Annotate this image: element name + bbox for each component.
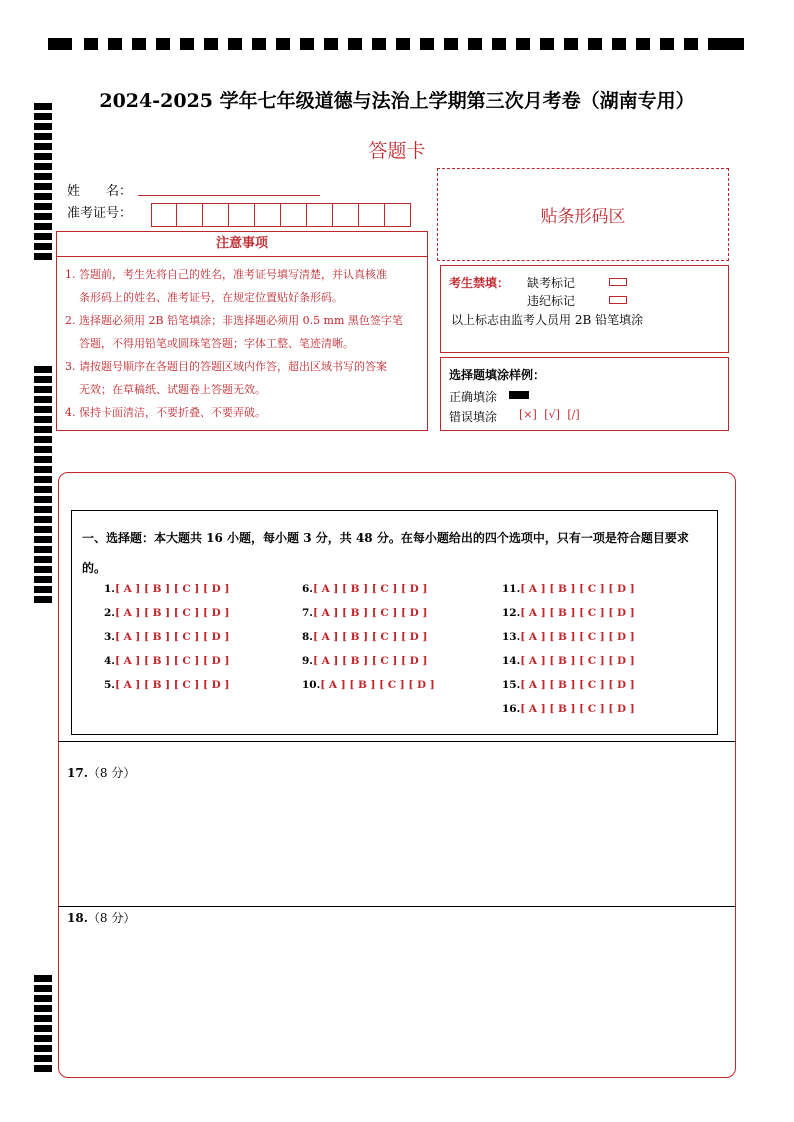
timing-mark [34, 516, 52, 523]
choice-question-1[interactable] [104, 583, 229, 595]
notice-heading: 注意事项 [57, 232, 427, 257]
name-field[interactable] [138, 195, 320, 196]
timing-mark [564, 38, 578, 50]
exam-id-digit-box[interactable] [333, 203, 359, 227]
notice-item: 1. 答题前，考生先将自己的姓名，准考证号填写清楚，并认真核准 [65, 268, 387, 281]
question-number: 14. [502, 655, 521, 667]
timing-mark [492, 38, 506, 50]
timing-mark [684, 38, 698, 50]
timing-mark [34, 985, 52, 992]
question-18-answer-area[interactable] [60, 930, 734, 1070]
timing-mark [34, 1065, 52, 1072]
fill-sample-box [440, 357, 729, 431]
timing-mark [132, 38, 146, 50]
page-title: 2024-2025 学年七年级道德与法治上学期第三次月考卷（湖南专用） [99, 90, 695, 112]
timing-mark [612, 38, 626, 50]
notice-item: 2. 选择题必须用 2B 铅笔填涂；非选择题必须用 0.5 mm 黑色签字笔 [65, 314, 403, 327]
question-number: 3. [104, 631, 115, 643]
timing-mark [34, 163, 52, 170]
choice-question-2[interactable] [104, 607, 229, 619]
timing-mark [540, 38, 554, 50]
top-timing-marks [48, 38, 746, 52]
absent-mark-box[interactable] [609, 278, 627, 286]
forbid-box [440, 265, 729, 353]
timing-mark [34, 556, 52, 563]
timing-mark [108, 38, 122, 50]
exam-id-digit-box[interactable] [307, 203, 333, 227]
forbid-note: 以上标志由监考人员用 2B 铅笔填涂 [451, 313, 644, 327]
timing-mark [180, 38, 194, 50]
timing-mark [34, 406, 52, 413]
timing-mark [588, 38, 602, 50]
answer-options[interactable]: [ A ] [ B ] [ C ] [ D ] [520, 703, 635, 715]
timing-mark [228, 38, 242, 50]
question-17-answer-area[interactable] [60, 784, 734, 904]
timing-mark [34, 173, 52, 180]
question-number: 9. [302, 655, 313, 667]
timing-mark [34, 1005, 52, 1012]
answer-options[interactable]: [ A ] [ B ] [ C ] [ D ] [520, 607, 635, 619]
choice-question-13[interactable] [502, 631, 635, 643]
timing-mark [34, 113, 52, 120]
notice-box [56, 231, 428, 431]
timing-mark [34, 1055, 52, 1062]
timing-mark [84, 38, 98, 50]
choice-question-8[interactable] [302, 631, 427, 643]
question-18-label: 18.（8 分） [67, 911, 136, 925]
question-number: 4. [104, 655, 115, 667]
timing-mark [34, 476, 52, 483]
timing-mark [34, 203, 52, 210]
exam-id-digit-box[interactable] [359, 203, 385, 227]
timing-mark [48, 38, 72, 50]
timing-mark [348, 38, 362, 50]
choice-question-12[interactable] [502, 607, 635, 619]
answer-options[interactable]: [ A ] [ B ] [ C ] [ D ] [520, 583, 635, 595]
timing-mark [34, 456, 52, 463]
question-number: 13. [502, 631, 521, 643]
choice-question-7[interactable] [302, 607, 427, 619]
timing-mark [34, 253, 52, 260]
divider [58, 906, 736, 907]
barcode-label: 贴条形码区 [540, 207, 626, 227]
timing-mark [324, 38, 338, 50]
timing-mark [34, 426, 52, 433]
notice-item: 3. 请按题号顺序在各题目的答题区域内作答，超出区域书写的答案 [65, 360, 387, 373]
timing-mark [34, 386, 52, 393]
question-number: 11. [502, 583, 521, 595]
timing-mark [34, 366, 52, 373]
answer-options[interactable]: [ A ] [ B ] [ C ] [ D ] [520, 679, 635, 691]
timing-mark [34, 446, 52, 453]
wrong-fill-label: 错误填涂 [449, 410, 498, 424]
divider [58, 741, 736, 742]
answer-options[interactable]: [ A ] [ B ] [ C ] [ D ] [312, 655, 428, 667]
forbid-label: 考生禁填： [449, 276, 510, 290]
timing-mark [34, 1025, 52, 1032]
question-number: 2. [104, 607, 115, 619]
question-number: 7. [302, 607, 313, 619]
timing-mark [34, 995, 52, 1002]
correct-fill-example [509, 391, 529, 399]
timing-mark [516, 38, 530, 50]
choice-question-16[interactable] [502, 703, 635, 715]
exam-id-digit-box[interactable] [385, 203, 411, 227]
answer-options[interactable]: [ A ] [ B ] [ C ] [ D ] [320, 679, 435, 691]
timing-mark [720, 38, 744, 50]
timing-mark [34, 506, 52, 513]
timing-mark [34, 1035, 52, 1042]
timing-mark [34, 576, 52, 583]
exam-id-digit-box[interactable] [255, 203, 281, 227]
barcode-area [437, 168, 729, 261]
choice-question-14[interactable] [502, 655, 635, 667]
choice-question-10[interactable] [302, 679, 435, 691]
violation-mark-label: 违纪标记 [527, 294, 576, 308]
timing-mark [156, 38, 170, 50]
timing-mark [252, 38, 266, 50]
answer-options[interactable]: [ A ] [ B ] [ C ] [ D ] [312, 607, 428, 619]
answer-options[interactable]: [ A ] [ B ] [ C ] [ D ] [114, 583, 230, 595]
exam-id-digit-box[interactable] [203, 203, 229, 227]
correct-fill-label: 正确填涂 [449, 390, 498, 404]
exam-id-digit-box[interactable] [229, 203, 255, 227]
choice-question-15[interactable] [502, 679, 635, 691]
choice-question-6[interactable] [302, 583, 427, 595]
wrong-fill-examples: [×] [√] [/] [519, 408, 580, 421]
sample-title: 选择题填涂样例： [449, 368, 546, 382]
choice-question-9[interactable] [302, 655, 427, 667]
timing-mark [34, 1015, 52, 1022]
timing-mark [420, 38, 434, 50]
question-number: 10. [302, 679, 321, 691]
timing-mark [276, 38, 290, 50]
answer-options[interactable]: [ A ] [ B ] [ C ] [ D ] [520, 631, 635, 643]
question-number: 5. [104, 679, 115, 691]
answer-options[interactable]: [ A ] [ B ] [ C ] [ D ] [114, 607, 230, 619]
multiple-choice-box [71, 510, 718, 735]
question-number: 1. [104, 583, 115, 595]
exam-id-boxes[interactable] [151, 203, 411, 227]
notice-item: 无效；在草稿纸、试题卷上答题无效。 [79, 383, 266, 396]
question-number: 8. [302, 631, 313, 643]
timing-mark [372, 38, 386, 50]
answer-options[interactable]: [ A ] [ B ] [ C ] [ D ] [114, 631, 230, 643]
multiple-choice-instruction: 一、选择题：本大题共 16 小题，每小题 3 分，共 48 分。在每小题给出的四个选项中，只有一项是符合题目要求的。 [82, 531, 689, 575]
answer-options[interactable]: [ A ] [ B ] [ C ] [ D ] [520, 655, 635, 667]
timing-mark [660, 38, 674, 50]
timing-mark [300, 38, 314, 50]
timing-mark [34, 536, 52, 543]
answer-options[interactable]: [ A ] [ B ] [ C ] [ D ] [312, 583, 428, 595]
timing-mark [34, 1045, 52, 1052]
answer-options[interactable]: [ A ] [ B ] [ C ] [ D ] [114, 679, 230, 691]
timing-mark [34, 223, 52, 230]
timing-mark [34, 183, 52, 190]
timing-mark [34, 243, 52, 250]
question-number: 16. [502, 703, 521, 715]
timing-mark [34, 396, 52, 403]
notice-item: 答题，不得用铅笔或圆珠笔答题；字体工整、笔迹清晰。 [79, 337, 354, 350]
timing-mark [34, 586, 52, 593]
question-17-label: 17.（8 分） [67, 766, 136, 780]
timing-mark [34, 416, 52, 423]
timing-mark [34, 975, 52, 982]
timing-mark [34, 596, 52, 603]
timing-mark [636, 38, 650, 50]
timing-mark [204, 38, 218, 50]
notice-item: 条形码上的姓名、准考证号，在规定位置贴好条形码。 [79, 291, 343, 304]
exam-id-label: 准考证号： [67, 206, 133, 221]
card-title: 答题卡 [368, 140, 426, 162]
choice-question-5[interactable] [104, 679, 229, 691]
choice-question-4[interactable] [104, 655, 229, 667]
answer-options[interactable]: [ A ] [ B ] [ C ] [ D ] [114, 655, 230, 667]
timing-mark [34, 546, 52, 553]
question-number: 12. [502, 607, 521, 619]
timing-mark [34, 526, 52, 533]
timing-mark [468, 38, 482, 50]
timing-mark [34, 486, 52, 493]
violation-mark-box[interactable] [609, 296, 627, 304]
timing-mark [396, 38, 410, 50]
timing-mark [34, 213, 52, 220]
timing-mark [34, 466, 52, 473]
timing-mark [34, 436, 52, 443]
exam-id-digit-box[interactable] [281, 203, 307, 227]
answer-options[interactable]: [ A ] [ B ] [ C ] [ D ] [312, 631, 428, 643]
exam-id-digit-box[interactable] [177, 203, 203, 227]
choice-question-11[interactable] [502, 583, 635, 595]
timing-mark [444, 38, 458, 50]
timing-mark [34, 376, 52, 383]
question-number: 6. [302, 583, 313, 595]
choice-question-3[interactable] [104, 631, 229, 643]
timing-mark [34, 496, 52, 503]
timing-mark [34, 233, 52, 240]
absent-mark-label: 缺考标记 [527, 276, 576, 290]
question-number: 15. [502, 679, 521, 691]
name-label: 姓 名： [67, 184, 133, 199]
timing-mark [34, 566, 52, 573]
timing-mark [34, 123, 52, 130]
timing-mark [34, 193, 52, 200]
exam-id-digit-box[interactable] [151, 203, 177, 227]
notice-item: 4. 保持卡面清洁，不要折叠、不要弄破。 [65, 406, 266, 419]
